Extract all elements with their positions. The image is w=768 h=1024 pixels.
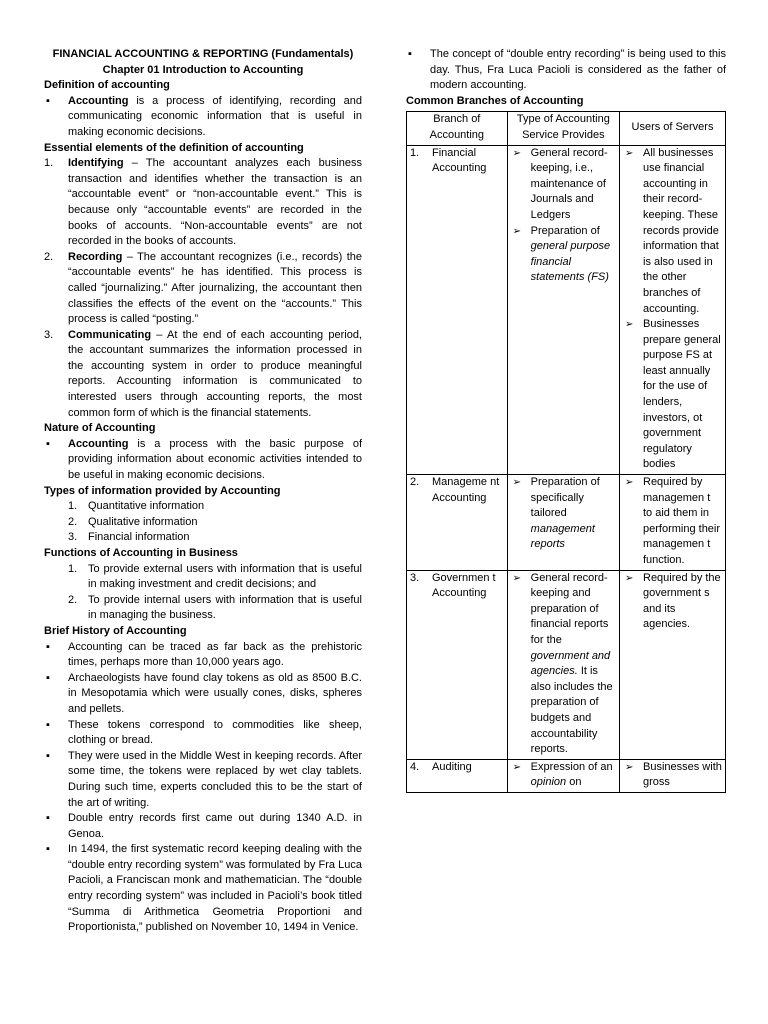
table-row [407,570,726,759]
services-cell [507,570,619,759]
users-cell [620,145,726,474]
element-term: Communicating [68,328,152,341]
list-item [44,593,362,624]
user-item: ➢ Businesses prepare general purpose FS at least annually for the use of lenders, investors, ot government regulatory bodies [623,317,722,473]
row-number: 4. [410,760,420,773]
document-title: FINANCIAL ACCOUNTING & REPORTING (Fundamentals) [52,48,354,60]
list-item [44,328,362,422]
item-number: 1. [44,157,54,170]
right-column [406,47,726,793]
branch-cell [407,475,508,571]
list-item: ▪ In 1494, the first systematic record keeping dealing with the “double entry recording system” was formulated by Fra Luca Pacioli, a Franciscan monk and mathematician. The “double entry recording system” was included in Pacioli’s book titled “Summa di Arithmetica Geometria Proportioni and Proportionista,” published on November 10, 1494 in Venice. [44,842,362,936]
element-text: – The accountant analyzes each business transaction and identifies whether the transaction is an “accountable event” or “non-accountable event.” This is because only “accountable events” are recorded in the books of accounts. “Non-accountable events” are not recorded in the books of accounts. [68,157,362,248]
item-number: 1. [68,500,78,513]
elements-list [44,156,362,421]
list-item [44,250,362,328]
service-item [511,224,616,286]
column-header: Type of Accounting Service Provides [507,112,619,145]
list-item [44,94,362,141]
types-heading: Types of information provided by Accounting [44,484,281,497]
function-text: To provide external users with information that is useful in making investment and credit decisions; and [88,562,362,591]
branch-name: Manageme nt Accounting [432,476,500,504]
branch-name: Financial Accounting [432,146,487,175]
table-row [407,145,726,474]
service-text: General record-keeping, i.e., maintenance of Journals and Ledgers [530,146,608,221]
history-list [44,640,362,936]
list-item: ▪ Accounting can be traced as far back as the prehistoric times, perhaps more than 10,000 years ago. [44,640,362,671]
item-number: 1. [68,562,78,575]
item-number: 3. [44,328,54,341]
definition-list [44,94,362,141]
services-cell [507,475,619,571]
user-item: ➢ Required by managemen t to aid them in performing their managemen t function. [623,475,722,569]
element-term: Recording [68,250,123,263]
branch-name: Auditing [432,760,472,773]
table-row [407,759,726,792]
service-text: It is also includes the preparation of budgets and accountability reports. [530,665,613,756]
service-emphasis: management reports [530,522,595,551]
elements-heading: Essential elements of the definition of accounting [44,141,304,154]
service-text: Expression of an [530,760,613,773]
row-number: 2. [410,476,420,489]
service-item [511,146,616,224]
item-number: 2. [68,515,78,528]
row-number: 3. [410,571,420,584]
type-text: Qualitative information [88,515,198,528]
user-item: ➢ All businesses use financial accounting in their record-keeping. These records provide information that is also used in the other branches of accounting. [623,146,722,318]
column-header: Users of Servers [620,112,726,145]
item-number: 2. [68,593,78,606]
list-item [44,437,362,484]
row-number: 1. [410,146,420,159]
column-header: Branch of Accounting [407,112,508,145]
nature-term: Accounting [68,437,129,450]
user-item: ➢ Required by the government s and its agencies. [623,571,722,633]
left-column [44,47,362,936]
definition-heading: Definition of accounting [44,79,170,92]
list-item [44,156,362,250]
service-text: General record-keeping and preparation of financial reports for the [530,571,609,646]
element-term: Identifying [68,157,124,170]
functions-heading: Functions of Accounting in Business [44,547,238,559]
nature-list [44,437,362,484]
list-item: ▪ These tokens correspond to commodities like sheep, clothing or bread. [44,718,362,749]
service-emphasis: general purpose financial statements (FS) [530,240,611,284]
services-cell [507,759,619,792]
history-heading: Brief History of Accounting [44,624,187,637]
functions-list [44,562,362,624]
list-item: ▪ The concept of “double entry recording” is being used to this day. Thus, Fra Luca Pacioli is considered as the father of modern accounting. [406,47,726,94]
pacioli-list [406,47,726,94]
service-emphasis: opinion [530,776,567,789]
definition-term: Accounting [68,94,129,107]
list-item: ▪ Archaeologists have found clay tokens as old as 8500 B.C. in Mesopotamia which were usually cones, disks, spheres and pellets. [44,671,362,718]
users-cell [620,759,726,792]
chapter-title: Chapter 01 Introduction to Accounting [102,63,304,76]
item-number: 2. [44,250,54,263]
users-cell [620,475,726,571]
item-number: 3. [68,531,78,544]
service-item [511,760,616,791]
element-text: – At the end of each accounting period, the accountant summarizes the information processed in the accounting system in order to produce meaningful reports. Accounting information is communicated to interested users through accounting reports, the most common form of which is the financial statements. [68,328,362,419]
type-text: Quantitative information [88,500,205,513]
branch-cell [407,570,508,759]
table-header-row [407,112,726,145]
table-row [407,475,726,571]
service-emphasis: government and agencies. [530,649,611,678]
list-item [44,562,362,593]
list-item [44,499,362,515]
list-item [44,530,362,546]
list-item: ▪ Double entry records first came out during 1340 A.D. in Genoa. [44,811,362,842]
type-text: Financial information [88,531,190,544]
element-text: – The accountant recognizes (i.e., records) the “accountable events” he has identified. This process is called “journalizing.” After journalizing, the accountant then classifies the effects of the event on the “accounts.” This process is called “posting.” [68,250,362,326]
branch-cell [407,145,508,474]
users-cell [620,570,726,759]
service-text: Preparation of [530,224,600,237]
nature-heading: Nature of Accounting [44,422,156,435]
function-text: To provide internal users with information that is useful in managing the business. [88,593,362,622]
service-text: Preparation of specifically tailored [530,476,600,520]
branch-cell [407,759,508,792]
branch-name: Governmen t Accounting [432,571,496,600]
service-text: on [566,776,582,789]
service-item [511,571,616,758]
user-item: ➢ Businesses with gross [623,760,722,791]
types-list [44,499,362,546]
nature-text: is a process with the basic purpose of providing information about economic activities intended to be useful in making economic decisions. [68,437,362,482]
services-cell [507,145,619,474]
list-item [44,515,362,531]
service-item [511,475,616,553]
branches-heading: Common Branches of Accounting [406,94,584,107]
branches-table [406,111,726,793]
definition-text: is a process of identifying, recording and communicating economic information that is useful in making economic decisions. [68,94,362,138]
list-item: ▪ They were used in the Middle West in keeping records. After some time, the tokens were replaced by wet clay tablets. During such time, experts concluded this to be the start of the art of writing. [44,749,362,811]
